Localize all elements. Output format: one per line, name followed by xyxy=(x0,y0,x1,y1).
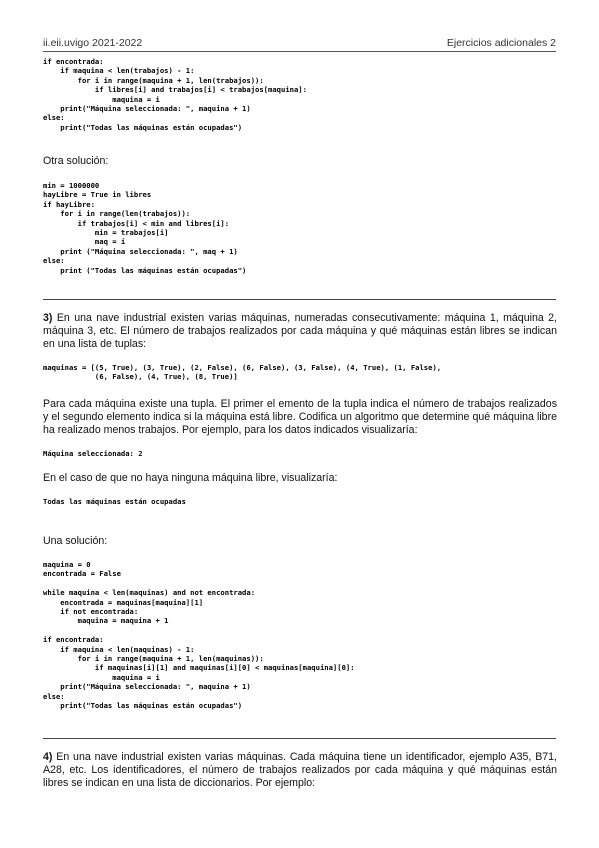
exercise-4-statement-text: En una nave industrial existen varias máquinas. Cada máquina tiene un identificador, ejemplo A35, B71, A28, etc. Los identificadores, el número de trabajos realizados por cada máquina y qué máquinas están libres se indican en una lista de diccionarios. Por ejemplo: xyxy=(43,751,557,790)
text-otra-solucion: Otra solución: xyxy=(43,155,109,167)
text-una-solucion: Una solución: xyxy=(43,535,108,547)
exercise-4-statement xyxy=(43,751,557,790)
exercise-4-number: 4) xyxy=(43,751,53,763)
exercise-3-number: 3) xyxy=(43,312,53,324)
section-divider xyxy=(43,299,556,300)
code-block-solution-tail: if encontrada: if maquina < len(trabajos) - 1: for i in range(maquina + 1, len(trabajos)): if libres[i] and trabajos[i] < trabajos[maquina]: maquina = i print("Máquina seleccionada: ", maquina + 1) else: print("Todas las máquinas están ocupadas") xyxy=(43,57,307,132)
header-section: Ejercicios adicionales 2 xyxy=(446,37,556,49)
code-output-all-busy: Todas las máquinas están ocupadas xyxy=(43,497,186,506)
exercise-3-no-free-text: En el caso de que no haya ninguna máquina libre, visualizaría: xyxy=(43,472,338,484)
code-block-machines-list: maquinas = [(5, True), (3, True), (2, False), (6, False), (3, False), (4, True), (1, False), (6, False), (4, True), (8, True)] xyxy=(43,363,442,382)
exercise-3-statement-text: En una nave industrial existen varias máquinas, numeradas consecutivamente: máquina 1, máquina 2, máquina 3, etc. El número de trabajos realizados por cada máquina y qué máquinas están libres se indican en una lista de tuplas: xyxy=(43,312,557,351)
exercise-3-description: Para cada máquina existe una tupla. El primer el emento de la tupla indica el número de trabajos realizados y el segundo elemento indica si la máquina está libre. Codifica un algoritmo que determine qué máquina libre ha realizado menos trabajos. Por ejemplo, para los datos indicados visualizaría: xyxy=(43,398,557,437)
code-block-alternative-solution: min = 1000000 hayLibre = True in libres if hayLibre: for i in range(len(trabajos)): if trabajos[i] < min and libres[i]: min = trabajos[i] maq = i print ("Máquina seleccionada: ", maq + 1) else: print ("Todas las máquinas están ocupadas") xyxy=(43,181,247,275)
header-course: ii.eii.uvigo 2021-2022 xyxy=(43,37,143,49)
exercise-3-statement xyxy=(43,312,557,351)
section-divider-2 xyxy=(43,738,556,739)
header-rule xyxy=(43,51,556,52)
code-output-selected: Máquina seleccionada: 2 xyxy=(43,449,143,458)
code-block-solution: maquina = 0 encontrada = False while maquina < len(maquinas) and not encontrada: encontrada = maquinas[maquina][1] if not encontrada: maquina = maquina + 1 if encontrada: if maquina < len(maquinas) - 1: for i in range(maquina + 1, len(maquinas)): if maquinas[i][1] and maquinas[i][0] < maquinas[maquina][0]: maquina = i print("Máquina seleccionada: ", maquina + 1) else: print("Todas las máquinas están ocupadas") xyxy=(43,560,355,711)
